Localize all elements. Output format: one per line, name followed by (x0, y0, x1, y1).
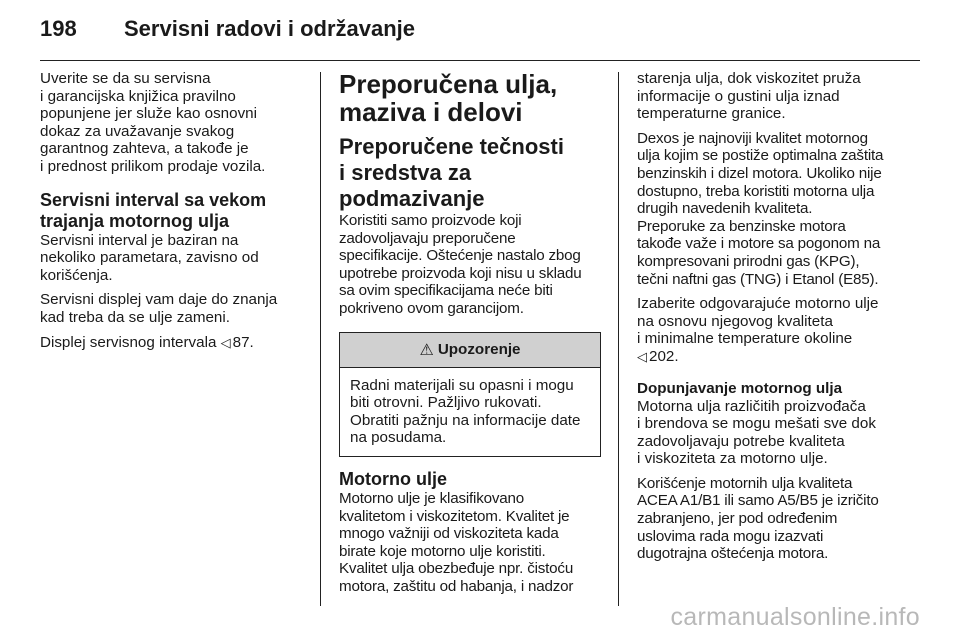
service-display-reference: Displej servisnog intervala ◁ 87. (40, 333, 254, 351)
column-divider-2 (618, 72, 619, 606)
section-heading: Preporučena ulja, maziva i delovi (339, 69, 558, 127)
topping-up-heading: Dopunjavanje motornog ulja (637, 379, 843, 397)
page-title: Servisni radovi i održavanje (124, 16, 416, 41)
column-3 (637, 70, 927, 570)
subsection-heading: Preporučene tečnosti i sredstva za podmazivanje (339, 134, 564, 211)
watermark: carmanualsonline.info (670, 603, 920, 631)
page-reference-link[interactable]: 87. (232, 333, 254, 351)
warning-title: Upozorenje (437, 341, 521, 359)
acea-warning-paragraph: Korišćenje motornih ulja kvaliteta ACEA A1/B1 ili samo A5/B5 je izričito zabranjeno, jer pod određenim uslovima rada mogu izazvati dugotrajna oštećenja motora. (637, 474, 879, 563)
page-number: 198 (40, 16, 77, 41)
oil-aging-paragraph: starenja ulja, dok viskozitet pruža informacije o gustini ulja iznad temperaturne granice. (637, 70, 861, 123)
service-interval-paragraph: Servisni interval je baziran na nekoliko parametara, zavisno od korišćenja. (40, 231, 259, 284)
page-reference-link[interactable]: 202. (649, 347, 679, 365)
page-reference-arrow-icon: ◁ (220, 334, 231, 350)
service-interval-heading: Servisni interval sa vekom trajanja motornog ulja (40, 189, 267, 231)
warning-triangle-icon: ⚠ (419, 341, 434, 359)
recommended-products-paragraph: Koristiti samo proizvode koji zadovoljavaju preporučene specifikacije. Oštećenje nastalo zbog upotrebe proizvoda koji nisu u skladu sa ovim specifikacijama neće biti pokriveno ovom garancijom. (339, 212, 582, 317)
header-divider (40, 60, 920, 61)
dexos-paragraph: Dexos je najnoviji kvalitet motornog ulja kojim se postiže optimalna zaštita benzinskih i dizel motora. Ukoliko nije dostupno, treba koristiti motorna ulja drugih navedenih kvaliteta. Preporuke za benzinske motora takođe važe i motore sa pogonom na kompresovani prirodni gas (KPG), tečni naftni gas (TNG) i Etanol (E85). (637, 129, 884, 288)
column-2 (339, 70, 601, 603)
engine-oil-heading: Motorno ulje (339, 468, 447, 489)
select-oil-paragraph: Izaberite odgovarajuće motorno ulje na osnovu njegovog kvaliteta i minimalne temperature okoline ◁ 202. (637, 295, 879, 365)
warning-box (339, 332, 601, 457)
mixing-oils-paragraph: Motorna ulja različitih proizvođača i brendova se mogu mešati sve dok zadovoljavaju potrebe kvaliteta i viskoziteta za motorno ulje. (637, 397, 876, 468)
warning-header (340, 333, 600, 368)
service-display-paragraph: Servisni displej vam daje do znanja kad treba da se ulje zameni. (40, 291, 278, 326)
engine-oil-paragraph: Motorno ulje je klasifikovano kvalitetom i viskozitetom. Kvalitet je mnogo važniji od viskoziteta kada birate koje motorno ulje koristiti. Kvalitet ulja obezbeđuje npr. čistoću motora, zaštitu od habanja, i nadzor (339, 489, 574, 595)
column-divider-1 (320, 72, 321, 606)
page-reference-arrow-icon: ◁ (637, 348, 647, 364)
warning-body: Radni materijali su opasni i mogu biti otrovni. Pažljivo rukovati. Obratiti pažnju na informacije date na posudama. (350, 376, 581, 447)
column-1 (40, 70, 302, 358)
intro-paragraph: Uverite se da su servisna i garancijska knjižica pravilno popunjene jer služe kao osnovni dokaz za uvažavanje svakog garantnog zahteva, a takođe je i prednost prilikom prodaje vozila. (40, 70, 266, 175)
